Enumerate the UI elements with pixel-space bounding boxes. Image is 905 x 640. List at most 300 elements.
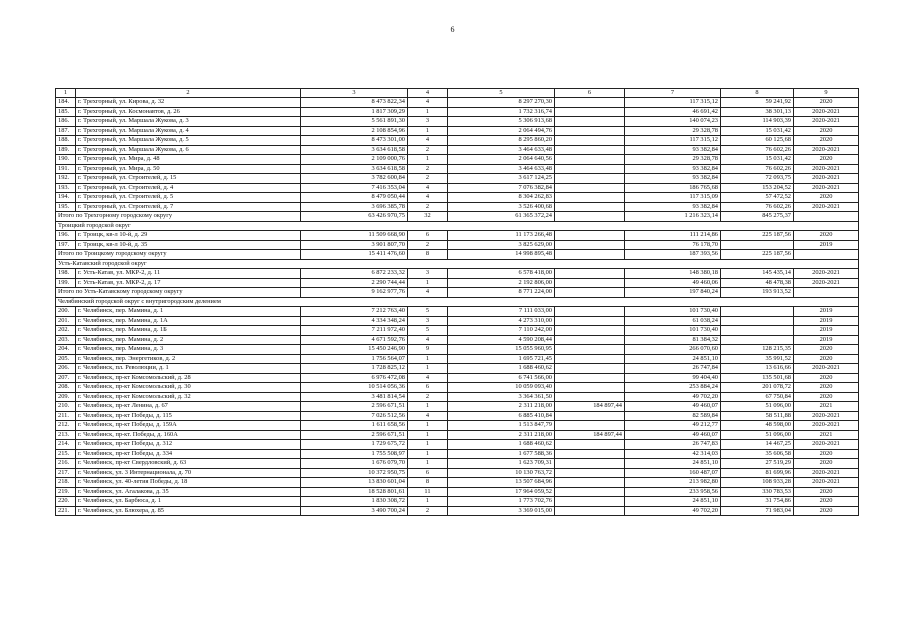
table-cell: 2020 <box>794 497 859 507</box>
table-row <box>56 240 859 250</box>
table-row <box>56 145 859 155</box>
table-cell: 3 634 618,58 <box>301 145 408 155</box>
table-cell: г. Трехгорный, ул. Строителей, д. 7 <box>76 202 301 212</box>
table-cell: 206. <box>56 364 76 374</box>
table-cell: 7 416 353,04 <box>301 183 408 193</box>
table-cell <box>555 449 625 459</box>
table-cell <box>555 136 625 146</box>
table-cell: 49 460,07 <box>625 402 721 412</box>
section-title: Челябинский городской округ с внутригородским делением <box>56 297 859 307</box>
table-cell: 15 031,42 <box>721 155 794 165</box>
table-cell: 2021 <box>794 402 859 412</box>
table-cell: 191. <box>56 164 76 174</box>
table-cell: 8 304 262,83 <box>448 193 555 203</box>
table-row <box>56 231 859 241</box>
table-cell: 1 <box>408 459 448 469</box>
table-cell: 225 187,56 <box>721 231 794 241</box>
table-cell: 2 311 218,00 <box>448 402 555 412</box>
column-header: 1 <box>56 89 76 98</box>
table-cell: 2 <box>408 164 448 174</box>
section-row <box>56 297 859 307</box>
table-cell: 2020-2021 <box>794 278 859 288</box>
table-cell: г. Челябинск, пр-кт Комсомольский, д. 32 <box>76 392 301 402</box>
table-cell: 49 702,20 <box>625 392 721 402</box>
table-cell: 2020-2021 <box>794 411 859 421</box>
table-cell: 6 <box>408 468 448 478</box>
table-cell: 13 616,66 <box>721 364 794 374</box>
table-cell: 24 851,10 <box>625 459 721 469</box>
table-cell <box>721 307 794 317</box>
table-row <box>56 269 859 279</box>
table-cell: 2020 <box>794 487 859 497</box>
table-cell <box>555 240 625 250</box>
total-row <box>56 212 859 222</box>
table-row <box>56 126 859 136</box>
table-cell: 2 109 000,76 <box>301 155 408 165</box>
table-cell: 81 384,32 <box>625 335 721 345</box>
table-cell: 4 <box>408 98 448 108</box>
table-cell: 2 <box>408 202 448 212</box>
table-cell: 76 602,26 <box>721 202 794 212</box>
table-cell: 189. <box>56 145 76 155</box>
table-cell: 266 070,60 <box>625 345 721 355</box>
table-cell <box>555 468 625 478</box>
table-cell: 2020-2021 <box>794 421 859 431</box>
table-cell: 5 306 913,68 <box>448 117 555 127</box>
table-cell: 330 783,53 <box>721 487 794 497</box>
table-cell: 184 897,44 <box>555 430 625 440</box>
table-cell: 11 509 668,90 <box>301 231 408 241</box>
table-cell: г. Челябинск, пр-кт Ленина, д. 67 <box>76 402 301 412</box>
table-cell: 4 <box>408 288 448 298</box>
table-cell: 197 840,24 <box>625 288 721 298</box>
table-cell <box>555 231 625 241</box>
table-cell: 2020-2021 <box>794 269 859 279</box>
table-cell: 2020-2021 <box>794 440 859 450</box>
table-row <box>56 183 859 193</box>
table-cell: 193. <box>56 183 76 193</box>
table-cell <box>555 478 625 488</box>
table-cell: 220. <box>56 497 76 507</box>
table-cell: 2020 <box>794 383 859 393</box>
table-cell: 2 596 671,51 <box>301 402 408 412</box>
table-cell: 1 676 079,70 <box>301 459 408 469</box>
table-cell: 2019 <box>794 240 859 250</box>
table-cell: 1 <box>408 364 448 374</box>
table-cell <box>555 459 625 469</box>
table-cell: 2020 <box>794 354 859 364</box>
table-cell: 213 982,80 <box>625 478 721 488</box>
table-row <box>56 193 859 203</box>
table-cell: 2020 <box>794 126 859 136</box>
table-cell: 1 <box>408 440 448 450</box>
table-cell <box>555 345 625 355</box>
table-cell: 18 528 801,61 <box>301 487 408 497</box>
table-cell: 145 435,14 <box>721 269 794 279</box>
table-cell: г. Трехгорный, ул. Строителей, д. 15 <box>76 174 301 184</box>
table-cell: 31 754,86 <box>721 497 794 507</box>
table-cell <box>721 326 794 336</box>
table-cell: 2020 <box>794 136 859 146</box>
column-header: 7 <box>625 89 721 98</box>
table-cell: 4 <box>408 183 448 193</box>
table-cell <box>555 506 625 516</box>
table-cell: 8 <box>408 250 448 260</box>
table-cell: 1 611 658,56 <box>301 421 408 431</box>
table-cell: г. Трехгорный, ул. Мира, д. 48 <box>76 155 301 165</box>
table-cell: 2020 <box>794 193 859 203</box>
table-cell: 32 <box>408 212 448 222</box>
table-cell: 3 <box>408 316 448 326</box>
table-cell <box>555 117 625 127</box>
table-cell: 7 110 242,00 <box>448 326 555 336</box>
table-cell: 3 481 814,54 <box>301 392 408 402</box>
table-cell: 93 382,84 <box>625 174 721 184</box>
table-cell: 7 212 763,40 <box>301 307 408 317</box>
table-cell: г. Трехгорный, ул. Маршала Жукова, д. 5 <box>76 136 301 146</box>
table-cell: 845 275,37 <box>721 212 794 222</box>
table-cell: 8 473 301,00 <box>301 136 408 146</box>
table-cell: 187. <box>56 126 76 136</box>
report-table <box>55 88 859 516</box>
table-cell: 2020-2021 <box>794 164 859 174</box>
table-row <box>56 383 859 393</box>
table-cell: 11 <box>408 487 448 497</box>
table-cell <box>794 288 859 298</box>
table-cell: г. Трехгорный, ул. Маршала Жукова, д. 6 <box>76 145 301 155</box>
table-cell: 2020 <box>794 98 859 108</box>
table-cell: 1 513 847,79 <box>448 421 555 431</box>
table-cell <box>555 497 625 507</box>
table-cell: 193 913,52 <box>721 288 794 298</box>
table-cell: 207. <box>56 373 76 383</box>
table-cell: г. Усть-Катав, ул. МКР-2, д. 17 <box>76 278 301 288</box>
table-row <box>56 278 859 288</box>
table-cell: 5 <box>408 307 448 317</box>
table-cell: 4 <box>408 193 448 203</box>
table-cell: 1 <box>408 354 448 364</box>
table-cell <box>555 212 625 222</box>
table-cell: 2021 <box>794 430 859 440</box>
table-cell: 29 328,78 <box>625 126 721 136</box>
table-cell: 3 490 700,24 <box>301 506 408 516</box>
table-cell: 213. <box>56 430 76 440</box>
table-cell: 46 691,42 <box>625 107 721 117</box>
table-cell: 2 192 806,00 <box>448 278 555 288</box>
table-cell: 200. <box>56 307 76 317</box>
table-cell: 59 241,92 <box>721 98 794 108</box>
table-cell: 42 314,03 <box>625 449 721 459</box>
table-row <box>56 307 859 317</box>
table-cell: 38 301,13 <box>721 107 794 117</box>
table-row <box>56 449 859 459</box>
table-row <box>56 155 859 165</box>
table-cell: 3 617 124,25 <box>448 174 555 184</box>
table-cell: 1 695 721,45 <box>448 354 555 364</box>
page-number: 6 <box>450 25 455 34</box>
column-header: 5 <box>448 89 555 98</box>
table-cell: г. Трехгорный, ул. Маршала Жукова, д. 3 <box>76 117 301 127</box>
table-cell: г. Челябинск, пр-кт Победы, д. 159А <box>76 421 301 431</box>
table-cell: 4 334 348,24 <box>301 316 408 326</box>
table-cell: г. Челябинск, пер. Энергетиков, д. 2 <box>76 354 301 364</box>
table-cell: 76 178,70 <box>625 240 721 250</box>
table-cell: 2020-2021 <box>794 468 859 478</box>
table-cell: 76 602,26 <box>721 145 794 155</box>
table-row <box>56 164 859 174</box>
table-cell: 5 561 891,30 <box>301 117 408 127</box>
section-row <box>56 259 859 269</box>
table-cell <box>555 487 625 497</box>
table-cell: г. Трехгорный, ул. Кирова, д. 32 <box>76 98 301 108</box>
table-cell: 76 602,26 <box>721 164 794 174</box>
table-cell: 26 747,84 <box>625 364 721 374</box>
table-cell <box>555 440 625 450</box>
table-cell: г. Челябинск, пр-кт. Победы, д. 160А <box>76 430 301 440</box>
table-row <box>56 497 859 507</box>
table-cell: 3 464 633,48 <box>448 145 555 155</box>
table-cell <box>555 193 625 203</box>
table-cell: 61 365 372,24 <box>448 212 555 222</box>
table-cell <box>555 288 625 298</box>
table-cell: 58 511,88 <box>721 411 794 421</box>
table-cell: г. Челябинск, ул. Барбюса, д. 1 <box>76 497 301 507</box>
table-cell: 27 519,29 <box>721 459 794 469</box>
table-cell: 7 111 033,00 <box>448 307 555 317</box>
table-cell: 6 <box>408 383 448 393</box>
table-cell: 15 031,42 <box>721 126 794 136</box>
table-cell: 9 162 977,76 <box>301 288 408 298</box>
table-cell: 198. <box>56 269 76 279</box>
table-cell: 4 <box>408 335 448 345</box>
table-cell: 195. <box>56 202 76 212</box>
table-cell: 108 933,28 <box>721 478 794 488</box>
table-cell: 1 755 508,97 <box>301 449 408 459</box>
table-row <box>56 174 859 184</box>
table-cell: 63 426 970,75 <box>301 212 408 222</box>
table-cell: г. Трехгорный, ул. Маршала Жукова, д. 4 <box>76 126 301 136</box>
table-cell: 184 897,44 <box>555 402 625 412</box>
table-cell: 218. <box>56 478 76 488</box>
table-cell: 82 589,84 <box>625 411 721 421</box>
table-cell <box>721 240 794 250</box>
table-cell <box>555 174 625 184</box>
table-cell: 51 096,00 <box>721 402 794 412</box>
table-row <box>56 326 859 336</box>
table-cell: 153 204,52 <box>721 183 794 193</box>
table-cell: 8 <box>408 478 448 488</box>
table-cell: 49 212,77 <box>625 421 721 431</box>
table-cell: 7 211 972,40 <box>301 326 408 336</box>
table-cell: 48 598,00 <box>721 421 794 431</box>
table-cell: 3 634 618,58 <box>301 164 408 174</box>
table-cell: 24 851,10 <box>625 497 721 507</box>
table-row <box>56 402 859 412</box>
table-cell: 203. <box>56 335 76 345</box>
table-cell: 6 976 472,08 <box>301 373 408 383</box>
table-cell: 13 507 684,96 <box>448 478 555 488</box>
table-cell: г. Трехгорный, ул. Строителей, д. 4 <box>76 183 301 193</box>
table-cell: 211. <box>56 411 76 421</box>
table-row <box>56 468 859 478</box>
table-cell: 3 782 600,84 <box>301 174 408 184</box>
table-cell: 186 765,68 <box>625 183 721 193</box>
table-cell: 10 130 763,72 <box>448 468 555 478</box>
table-cell <box>555 164 625 174</box>
table-row <box>56 487 859 497</box>
table-cell: 117 315,12 <box>625 98 721 108</box>
table-cell: г. Челябинск, ул. Агалакова, д. 35 <box>76 487 301 497</box>
table-cell: 26 747,83 <box>625 440 721 450</box>
table-cell: 160 487,07 <box>625 468 721 478</box>
table-cell: 205. <box>56 354 76 364</box>
table-cell <box>555 307 625 317</box>
table-cell: 2 <box>408 506 448 516</box>
table-cell <box>555 392 625 402</box>
table-cell: 1 623 709,31 <box>448 459 555 469</box>
table-cell: 71 983,04 <box>721 506 794 516</box>
table-cell: г. Челябинск, пр-кт Комсомольский, д. 28 <box>76 373 301 383</box>
table-cell: 2020 <box>794 155 859 165</box>
table-cell: 2020 <box>794 506 859 516</box>
table-cell: 2 290 744,44 <box>301 278 408 288</box>
table-cell: 1 728 825,12 <box>301 364 408 374</box>
table-cell: 1 <box>408 430 448 440</box>
table-cell: 1 773 702,76 <box>448 497 555 507</box>
table-cell: 61 038,24 <box>625 316 721 326</box>
table-cell: 2 <box>408 240 448 250</box>
table-row <box>56 107 859 117</box>
column-header: 2 <box>76 89 301 98</box>
table-cell: 184. <box>56 98 76 108</box>
table-cell: 10 372 950,75 <box>301 468 408 478</box>
table-cell: 3 <box>408 269 448 279</box>
table-cell <box>555 316 625 326</box>
table-cell: г. Челябинск, пер. Мамина, д. 1Б <box>76 326 301 336</box>
table-cell: 67 750,84 <box>721 392 794 402</box>
table-cell: 2020-2021 <box>794 174 859 184</box>
table-cell: 2 064 640,56 <box>448 155 555 165</box>
table-cell: 201 078,72 <box>721 383 794 393</box>
table-cell: 13 830 601,04 <box>301 478 408 488</box>
table-cell: 117 315,12 <box>625 136 721 146</box>
table-cell: 202. <box>56 326 76 336</box>
table-cell: 111 214,86 <box>625 231 721 241</box>
table-cell: 196. <box>56 231 76 241</box>
table-cell: 3 369 015,00 <box>448 506 555 516</box>
table-cell: 49 460,06 <box>625 278 721 288</box>
table-cell: 3 364 361,50 <box>448 392 555 402</box>
table-row <box>56 373 859 383</box>
table-cell: г. Челябинск, ул. 40-летия Победы, д. 18 <box>76 478 301 488</box>
total-label: Итого по Троицкому городскому округу <box>56 250 301 260</box>
table-cell: 15 450 246,90 <box>301 345 408 355</box>
table-cell: 135 501,68 <box>721 373 794 383</box>
table-cell <box>555 126 625 136</box>
table-cell: 60 125,68 <box>721 136 794 146</box>
table-cell: 197. <box>56 240 76 250</box>
table-row <box>56 345 859 355</box>
table-cell <box>555 354 625 364</box>
table-cell <box>721 316 794 326</box>
table-cell: 1 688 460,62 <box>448 364 555 374</box>
table-cell: 2019 <box>794 335 859 345</box>
table-cell: 114 903,39 <box>721 117 794 127</box>
table-cell: 101 730,40 <box>625 326 721 336</box>
table-cell <box>555 155 625 165</box>
table-cell <box>721 335 794 345</box>
table-cell: 51 096,00 <box>721 430 794 440</box>
table-cell: г. Челябинск, пер. Мамина, д. 1А <box>76 316 301 326</box>
table-cell: 3 825 629,00 <box>448 240 555 250</box>
table-cell: 219. <box>56 487 76 497</box>
table-cell: г. Челябинск, пер. Мамина, д. 1 <box>76 307 301 317</box>
column-header: 6 <box>555 89 625 98</box>
table-cell: 1 729 675,72 <box>301 440 408 450</box>
total-row <box>56 288 859 298</box>
table-cell: 17 964 059,52 <box>448 487 555 497</box>
table-row <box>56 316 859 326</box>
table-cell: 186. <box>56 117 76 127</box>
table-cell: 2020-2021 <box>794 202 859 212</box>
table-row <box>56 364 859 374</box>
table-cell: г. Трехгорный, ул. Мира, д. 50 <box>76 164 301 174</box>
table-cell: 4 273 310,00 <box>448 316 555 326</box>
table-cell: 2019 <box>794 316 859 326</box>
table-cell: 209. <box>56 392 76 402</box>
table-cell: 1 <box>408 126 448 136</box>
table-cell: 48 478,38 <box>721 278 794 288</box>
table-cell: 2019 <box>794 326 859 336</box>
table-cell: 1 <box>408 402 448 412</box>
total-label: Итого по Трехгорному городскому округу <box>56 212 301 222</box>
table-cell: 2020-2021 <box>794 145 859 155</box>
table-cell: г. Усть-Катав, ул. МКР-2, д. 11 <box>76 269 301 279</box>
table-cell: 2019 <box>794 307 859 317</box>
table-cell: 215. <box>56 449 76 459</box>
table-cell: 2020 <box>794 449 859 459</box>
table-cell: 6 885 410,84 <box>448 411 555 421</box>
table-row <box>56 98 859 108</box>
table-cell: 81 699,96 <box>721 468 794 478</box>
table-cell: 185. <box>56 107 76 117</box>
table-cell: 2 108 854,96 <box>301 126 408 136</box>
table-cell: 8 771 224,00 <box>448 288 555 298</box>
table-cell <box>555 145 625 155</box>
table-cell: 4 <box>408 411 448 421</box>
table-cell: 10 059 093,40 <box>448 383 555 393</box>
table-cell <box>794 250 859 260</box>
table-cell: 208. <box>56 383 76 393</box>
table-row <box>56 335 859 345</box>
table-cell: 93 382,84 <box>625 145 721 155</box>
table-cell: 2020 <box>794 459 859 469</box>
table-cell: 2 <box>408 174 448 184</box>
table-cell: 8 295 860,20 <box>448 136 555 146</box>
table-cell: 93 382,84 <box>625 202 721 212</box>
table-cell: 5 <box>408 326 448 336</box>
table-cell: 225 187,56 <box>721 250 794 260</box>
table-cell: 1 688 460,62 <box>448 440 555 450</box>
table-cell <box>555 98 625 108</box>
table-cell: 221. <box>56 506 76 516</box>
table-cell: 148 380,18 <box>625 269 721 279</box>
table-cell: 2020 <box>794 392 859 402</box>
table-cell: 2020 <box>794 373 859 383</box>
table-row <box>56 430 859 440</box>
table-row <box>56 478 859 488</box>
table-cell: 49 460,07 <box>625 430 721 440</box>
